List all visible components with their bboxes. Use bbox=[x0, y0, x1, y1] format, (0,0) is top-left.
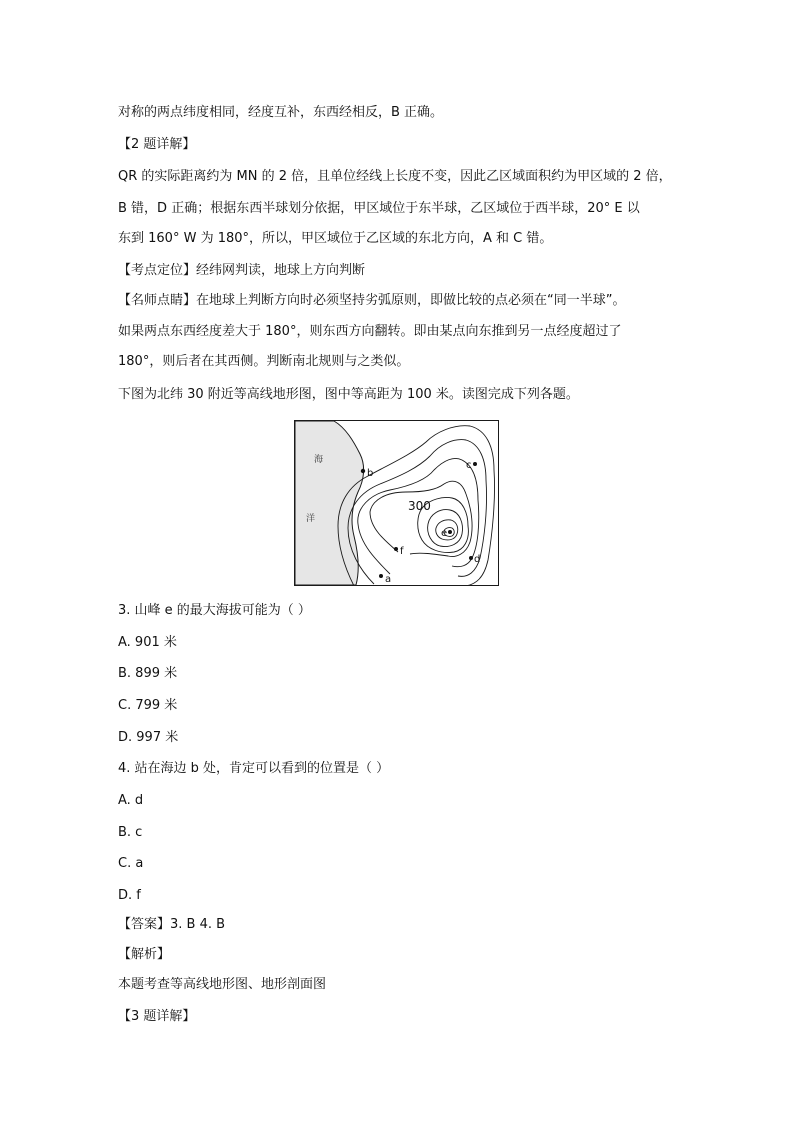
sea-area bbox=[295, 421, 364, 585]
line-p8: 如果两点东西经度差大于 180°，则东西方向翻转。即由某点向东推到另一点经度超过了 bbox=[118, 324, 622, 339]
line-p10: 下图为北纬 30 附近等高线地形图，图中等高距为 100 米。读图完成下列各题。 bbox=[118, 387, 579, 402]
q3-detail-header: 【3 题详解】 bbox=[118, 1009, 196, 1024]
line-p5: 东到 160° W 为 180°，所以，甲区域位于乙区域的东北方向，A 和 C 错。 bbox=[118, 231, 553, 246]
line-p2: 【2 题详解】 bbox=[118, 137, 196, 152]
line-p9: 180°，则后者在其西侧。判断南北规则与之类似。 bbox=[118, 354, 410, 369]
question-3: 3. 山峰 e 的最大海拔可能为（ ） bbox=[118, 603, 311, 618]
point-b-label: b bbox=[367, 468, 374, 479]
point-f-label: f bbox=[400, 546, 404, 557]
analysis-text: 本题考查等高线地形图、地形剖面图 bbox=[118, 977, 327, 992]
answer-line: 【答案】3. B 4. B bbox=[118, 917, 226, 932]
line-p4: B 错，D 正确；根据东西半球划分依据，甲区域位于东半球，乙区域位于西半球，20° E 以 bbox=[118, 201, 640, 216]
contour-map bbox=[294, 420, 499, 586]
point-c-label: c bbox=[466, 460, 472, 471]
line-p6: 【考点定位】经纬网判读，地球上方向判断 bbox=[118, 263, 366, 278]
sea-label-1: 海 bbox=[314, 455, 324, 465]
sea-label-2: 洋 bbox=[306, 514, 316, 524]
point-f-marker bbox=[394, 547, 398, 551]
point-d-marker bbox=[469, 556, 473, 560]
q3-option-b: B. 899 米 bbox=[118, 666, 178, 681]
q4-option-b: B. c bbox=[118, 825, 143, 840]
contour-label-300: 300 bbox=[408, 499, 431, 513]
point-d-label: d bbox=[474, 554, 481, 565]
point-a-marker bbox=[379, 574, 383, 578]
point-e-marker bbox=[448, 530, 452, 534]
point-c-marker bbox=[473, 462, 477, 466]
line-p1: 对称的两点纬度相同，经度互补，东西经相反，B 正确。 bbox=[118, 105, 444, 120]
line-p3: QR 的实际距离约为 MN 的 2 倍，且单位经线上长度不变，因此乙区域面积约为甲区域的 2 倍， bbox=[118, 169, 672, 184]
point-a-label: a bbox=[385, 574, 392, 585]
line-p7: 【名师点睛】在地球上判断方向时必须坚持劣弧原则，即做比较的点必须在“同一半球”。 bbox=[118, 293, 626, 308]
question-4: 4. 站在海边 b 处，肯定可以看到的位置是（ ） bbox=[118, 761, 390, 776]
q4-option-c: C. a bbox=[118, 856, 144, 871]
point-e-label: e bbox=[441, 528, 448, 539]
q4-option-a: A. d bbox=[118, 793, 144, 808]
q3-option-d: D. 997 米 bbox=[118, 730, 179, 745]
q3-option-a: A. 901 米 bbox=[118, 635, 177, 650]
q4-option-d: D. f bbox=[118, 888, 141, 903]
point-b-marker bbox=[361, 469, 365, 473]
analysis-header: 【解析】 bbox=[118, 947, 171, 962]
q3-option-c: C. 799 米 bbox=[118, 698, 178, 713]
